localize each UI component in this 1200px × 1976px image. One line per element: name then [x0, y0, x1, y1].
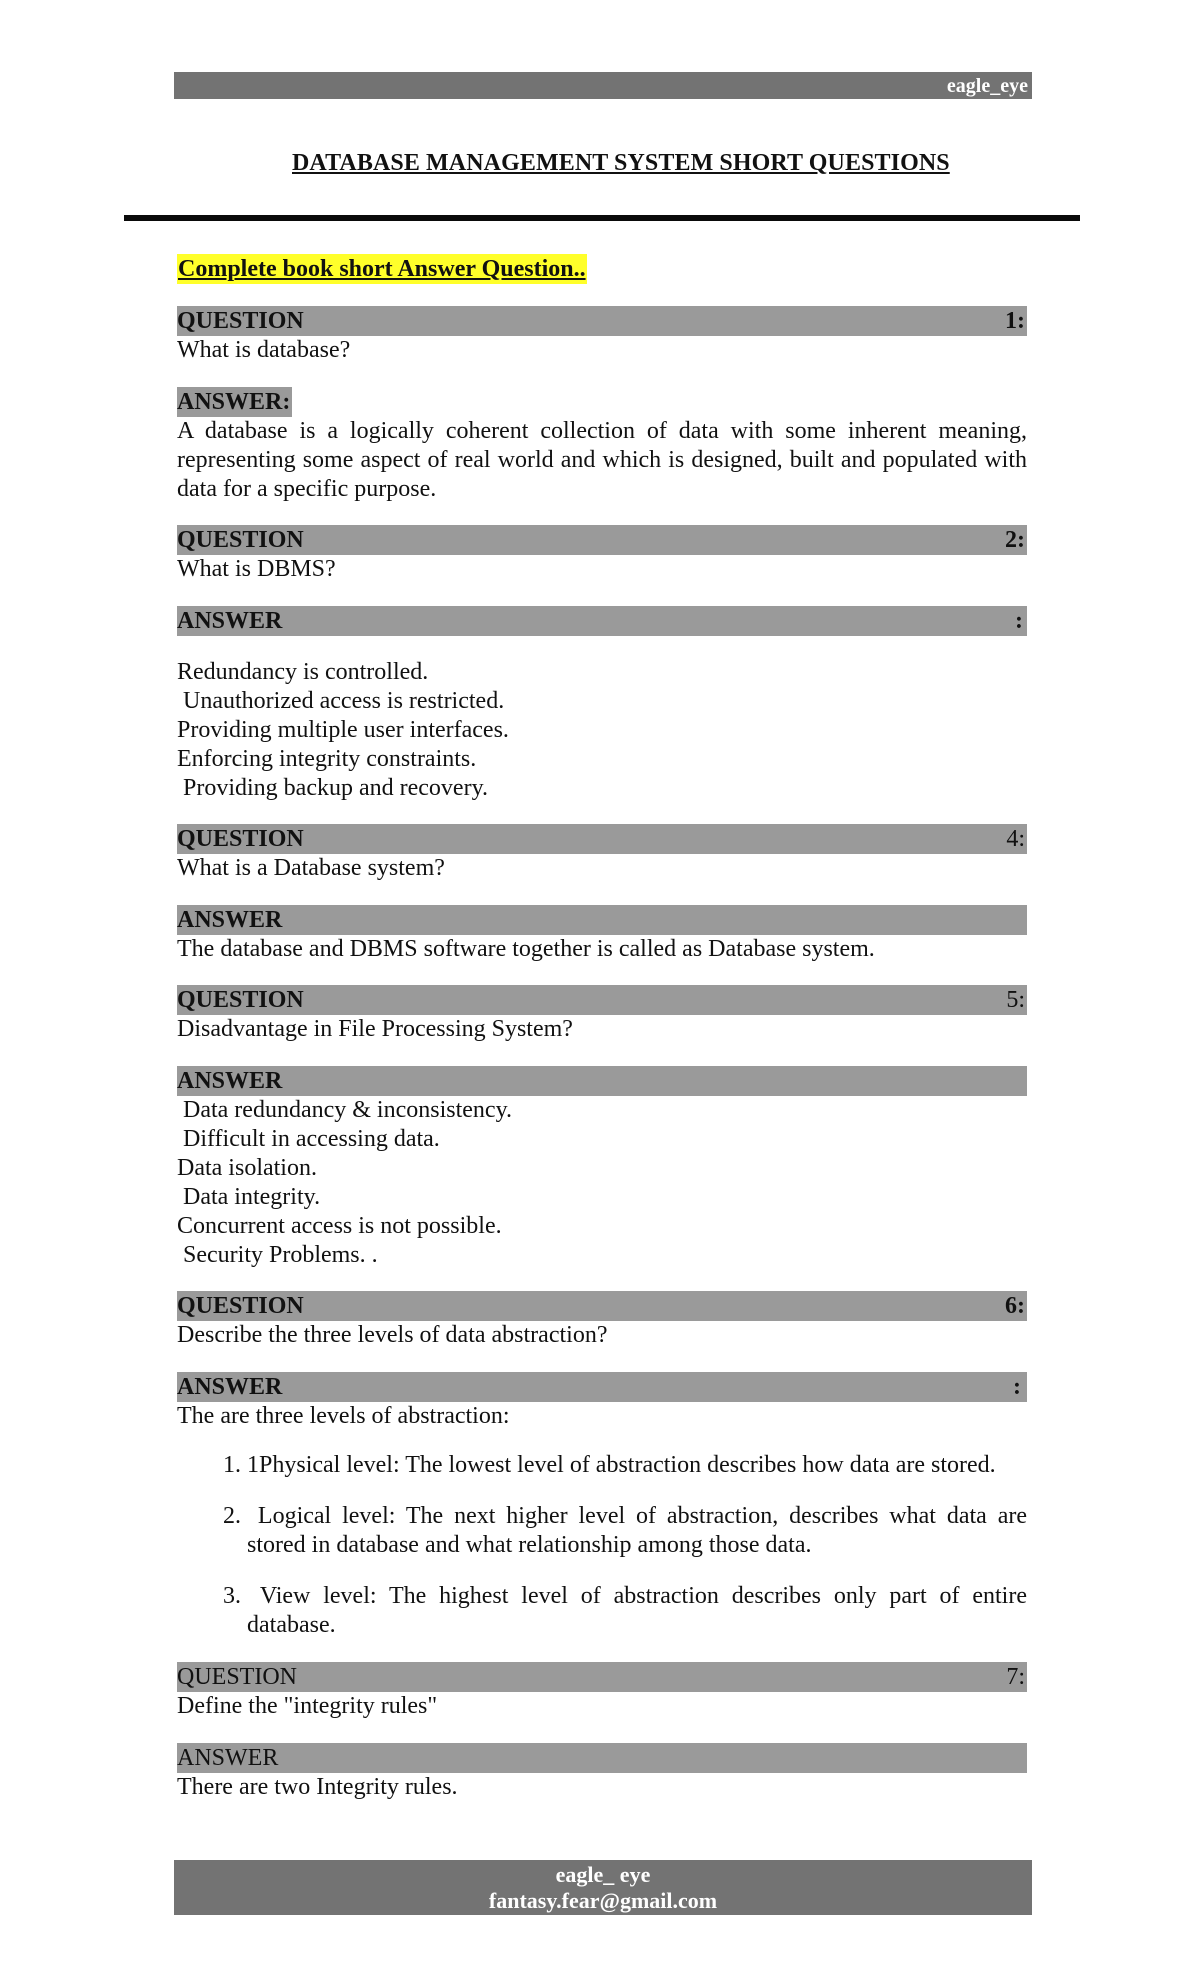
question-1-text: What is database? [177, 337, 351, 363]
question-2-bar [177, 525, 1027, 555]
answer-6-intro: The are three levels of abstraction: [177, 1403, 510, 1429]
question-5-text: Disadvantage in File Processing System? [177, 1016, 573, 1042]
question-1-bar [177, 306, 1027, 336]
list-item: Enforcing integrity constraints. [177, 746, 477, 772]
list-item [247, 1502, 1034, 1560]
list-item: Data redundancy & inconsistency. [177, 1097, 513, 1123]
answer-label: ANSWER [177, 1745, 279, 1771]
answer-7-bar [177, 1743, 1027, 1773]
question-number: 7: [1006, 1664, 1025, 1690]
answer-6-bar [177, 1372, 1027, 1402]
header-brand: eagle_eye [946, 75, 1028, 97]
footer-email: fantasy.fear@gmail.com [488, 1888, 718, 1913]
list-item: Redundancy is controlled. [177, 659, 429, 685]
list-item: Concurrent access is not possible. [177, 1213, 502, 1239]
question-label: QUESTION [177, 1293, 304, 1319]
answer-2-bar [177, 606, 1027, 636]
list-item [247, 1451, 1027, 1480]
title-divider [124, 215, 1080, 221]
question-2-text: What is DBMS? [177, 556, 336, 582]
question-number: 5: [1006, 987, 1025, 1013]
answer-1-label: ANSWER: [177, 389, 291, 415]
question-label: QUESTION [177, 308, 304, 334]
answer-label: ANSWER [177, 1068, 283, 1094]
footer-brand: eagle_ eye [555, 1862, 651, 1887]
answer-7-text: There are two Integrity rules. [177, 1774, 458, 1800]
question-number: 1: [1005, 308, 1025, 334]
answer-colon: : [1013, 1374, 1021, 1400]
question-number: 2: [1005, 527, 1025, 553]
question-label: QUESTION [177, 987, 304, 1013]
answer-label: ANSWER [177, 608, 283, 634]
answer-2-list [177, 658, 1027, 803]
answer-5-list [177, 1096, 1027, 1270]
question-7-text: Define the "integrity rules" [177, 1693, 438, 1719]
list-item [247, 1582, 1033, 1640]
question-label: QUESTION [177, 1664, 297, 1690]
list-item: Providing multiple user interfaces. [177, 717, 509, 743]
question-number: 6: [1005, 1293, 1025, 1319]
list-item: Data isolation. [177, 1155, 317, 1181]
question-4-bar [177, 824, 1027, 854]
list-item: Providing backup and recovery. [177, 775, 489, 801]
document-title: DATABASE MANAGEMENT SYSTEM SHORT QUESTIONS [292, 150, 950, 176]
question-4-text: What is a Database system? [177, 855, 445, 881]
question-number: 4: [1006, 826, 1025, 852]
header-bar [174, 72, 1032, 99]
question-6-text: Describe the three levels of data abstraction? [177, 1322, 608, 1348]
abstraction-levels-list [177, 1451, 1034, 1640]
answer-5-bar [177, 1066, 1027, 1096]
answer-label: ANSWER [177, 907, 283, 933]
footer-bar [174, 1860, 1032, 1915]
highlight-heading: Complete book short Answer Question.. [178, 256, 586, 282]
answer-1-text: A database is a logically coherent collection of data with some inherent meaning, representing some aspect of real world and which is designed, built and populated with data for a specific purpose. [177, 418, 1027, 502]
list-item: Unauthorized access is restricted. [177, 688, 505, 714]
question-label: QUESTION [177, 826, 304, 852]
list-item-text: View level: The highest level of abstraction describes only part of entire database. [247, 1583, 1033, 1638]
answer-colon: : [1015, 608, 1023, 634]
list-item-text: Logical level: The next higher level of abstraction, describes what data are stored in database and what relationship among those data. [247, 1503, 1034, 1558]
answer-4-text: The database and DBMS software together is called as Database system. [177, 936, 875, 962]
question-label: QUESTION [177, 527, 304, 553]
question-5-bar [177, 985, 1027, 1015]
list-item: Data integrity. [177, 1184, 321, 1210]
list-item: Security Problems. . [177, 1242, 378, 1268]
question-7-bar [177, 1662, 1027, 1692]
question-6-bar [177, 1291, 1027, 1321]
answer-label: ANSWER [177, 1374, 283, 1400]
list-item: Difficult in accessing data. [177, 1126, 440, 1152]
list-item-text: 1Physical level: The lowest level of abstraction describes how data are stored. [247, 1452, 996, 1478]
content [177, 252, 1034, 1802]
answer-4-bar [177, 905, 1027, 935]
